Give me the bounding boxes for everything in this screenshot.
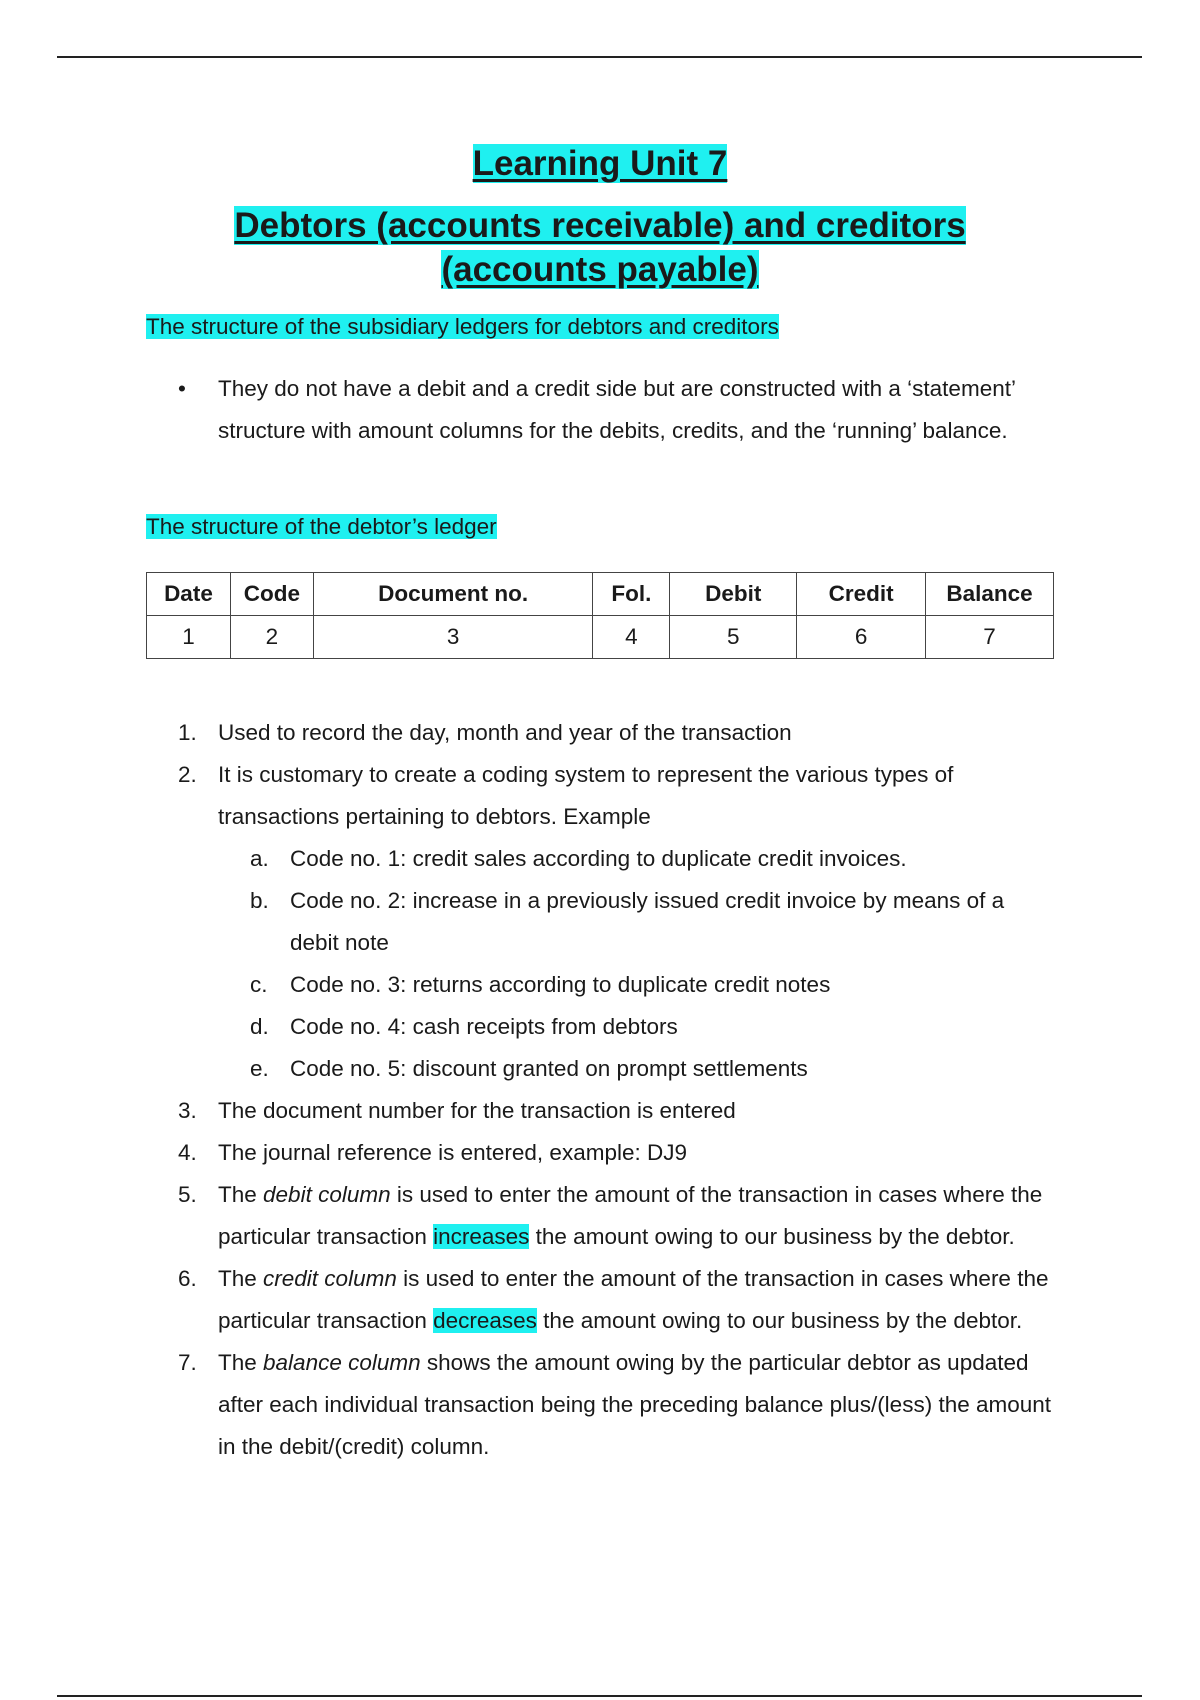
list-item: 2. It is customary to create a coding system to represent the various types of transactions pertaining to debtors. Example a. Code no. 1: credit sales according to duplicate credit invoices. b. Code no. 2: increase in a previously issued credit invoice by means of a debit note c. Code no. 3: returns according to duplicate credit notes d. Code no. 4: cash receipts from debtors e. Code no. 5: discount granted on prompt settlements <box>178 754 1058 1090</box>
table-header-row <box>147 573 1054 616</box>
bottom-rule <box>57 1695 1142 1697</box>
list-item: 3. The document number for the transaction is entered <box>178 1098 736 1123</box>
top-rule <box>57 56 1142 58</box>
title-text: Learning Unit 7 <box>472 144 728 183</box>
highlight-decreases: decreases <box>433 1308 537 1333</box>
table-cell: 1 <box>147 616 231 659</box>
bullet-marker: • <box>178 376 186 401</box>
emphasis-credit-column: credit column <box>263 1266 397 1291</box>
sub-list-item: c. Code no. 3: returns according to duplicate credit notes <box>250 972 831 997</box>
table-cell: 5 <box>670 616 797 659</box>
sub-list-item: e. Code no. 5: discount granted on prompt settlements <box>250 1056 808 1081</box>
sub-list-item: d. Code no. 4: cash receipts from debtors <box>250 1014 678 1039</box>
list-item: 1. Used to record the day, month and year of the transaction <box>178 720 792 745</box>
list-item: 6. The credit column is used to enter the amount of the transaction in cases where the particular transaction decreases the amount owing to our business by the debtor. <box>178 1266 1049 1333</box>
list-item: 7. The balance column shows the amount owing by the particular debtor as updated after each individual transaction being the preceding balance plus/(less) the amount in the debit/(credit) column. <box>178 1350 1052 1459</box>
page-title <box>0 142 1200 186</box>
table-cell: 7 <box>926 616 1054 659</box>
table-cell: 3 <box>313 616 593 659</box>
col-header-balance: Balance <box>926 573 1054 616</box>
highlight-increases: increases <box>433 1224 530 1249</box>
col-header-date: Date <box>147 573 231 616</box>
subtitle-line-2: (accounts payable) <box>441 250 759 289</box>
sub-list-item: a. Code no. 1: credit sales according to duplicate credit invoices. <box>250 846 907 871</box>
emphasis-balance-column: balance column <box>263 1350 421 1375</box>
table-cell: 2 <box>230 616 313 659</box>
section-heading-debtors-ledger: The structure of the debtor’s ledger <box>146 514 497 539</box>
table-cell: 4 <box>593 616 670 659</box>
page-subtitle <box>0 204 1200 292</box>
section-heading-subsidiary-ledgers: The structure of the subsidiary ledgers for debtors and creditors <box>146 314 779 339</box>
debtors-ledger-table <box>146 572 1054 659</box>
list-item: 5. The debit column is used to enter the amount of the transaction in cases where the particular transaction increases the amount owing to our business by the debtor. <box>178 1182 1043 1249</box>
column-explanations-list <box>178 712 1058 1468</box>
code-sublist <box>218 838 1058 1090</box>
list-item: 4. The journal reference is entered, example: DJ9 <box>178 1140 687 1165</box>
bullet-text: They do not have a debit and a credit side but are constructed with a ‘statement’ structure with amount columns for the debits, credits, and the ‘running’ balance. <box>218 376 1016 443</box>
bullet-item <box>178 368 1018 452</box>
table-row <box>147 616 1054 659</box>
sub-list-item: b. Code no. 2: increase in a previously issued credit invoice by means of a debit note <box>250 888 1005 955</box>
subtitle-line-1: Debtors (accounts receivable) and creditors <box>234 206 966 245</box>
col-header-fol: Fol. <box>593 573 670 616</box>
col-header-code: Code <box>230 573 313 616</box>
col-header-debit: Debit <box>670 573 797 616</box>
table-cell: 6 <box>797 616 926 659</box>
col-header-credit: Credit <box>797 573 926 616</box>
col-header-document-no: Document no. <box>313 573 593 616</box>
emphasis-debit-column: debit column <box>263 1182 391 1207</box>
